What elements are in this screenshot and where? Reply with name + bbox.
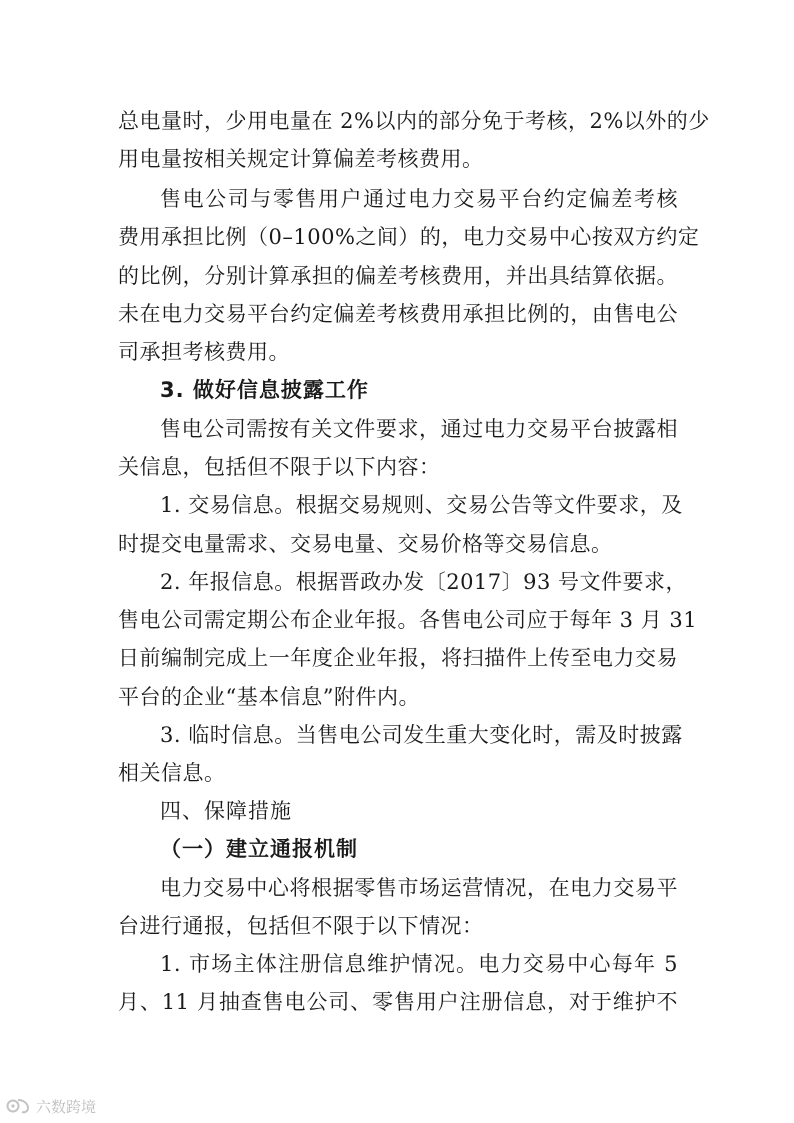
text-line-16: 平台的企业“基本信息”附件内。: [118, 685, 420, 709]
section-heading-4: 四、保障措施: [160, 799, 292, 823]
text-line-4: 费用承担比例（0–100%之间）的，电力交易中心按双方约定: [118, 225, 700, 249]
text-line-18: 相关信息。: [118, 761, 226, 785]
text-line-5: 的比例，分别计算承担的偏差考核费用，并出具结算依据。: [118, 264, 678, 288]
text-line-22: 台进行通报，包括但不限于以下情况：: [118, 914, 484, 938]
text-line-9: 售电公司需按有关文件要求，通过电力交易平台披露相: [160, 417, 678, 441]
text-line-23: 1. 市场主体注册信息维护情况。电力交易中心每年 5: [160, 952, 678, 976]
text-line-1: 总电量时，少用电量在 2%以内的部分免于考核，2%以外的少: [118, 109, 710, 133]
text-line-11: 1. 交易信息。根据交易规则、交易公告等文件要求，及: [160, 493, 683, 517]
text-line-21: 电力交易中心将根据零售市场运营情况，在电力交易平: [160, 876, 678, 900]
watermark: [6, 1094, 96, 1118]
section-heading-3: 3. 做好信息披露工作: [160, 378, 369, 402]
text-line-13: 2. 年报信息。根据晋政办发〔2017〕93 号文件要求，: [160, 570, 688, 594]
text-line-17: 3. 临时信息。当售电公司发生重大变化时，需及时披露: [160, 723, 683, 747]
watermark-text: 六数跨境: [36, 1097, 97, 1116]
text-line-2: 用电量按相关规定计算偏差考核费用。: [118, 147, 484, 171]
text-line-10: 关信息，包括但不限于以下内容：: [118, 455, 441, 479]
text-line-14: 售电公司需定期公布企业年报。各售电公司应于每年 3 月 31: [118, 608, 698, 632]
text-line-6: 未在电力交易平台约定偏差考核费用承担比例的，由售电公: [118, 302, 678, 326]
subsection-heading-1: （一）建立通报机制: [160, 837, 358, 861]
text-line-7: 司承担考核费用。: [118, 340, 290, 364]
text-line-24: 月、11 月抽查售电公司、零售用户注册信息，对于维护不: [118, 990, 678, 1014]
text-line-15: 日前编制完成上一年度企业年报，将扫描件上传至电力交易: [118, 646, 678, 670]
text-line-3: 售电公司与零售用户通过电力交易平台约定偏差考核: [160, 187, 678, 211]
logo-icon: [6, 1096, 32, 1116]
text-line-12: 时提交电量需求、交易电量、交易价格等交易信息。: [118, 532, 613, 556]
